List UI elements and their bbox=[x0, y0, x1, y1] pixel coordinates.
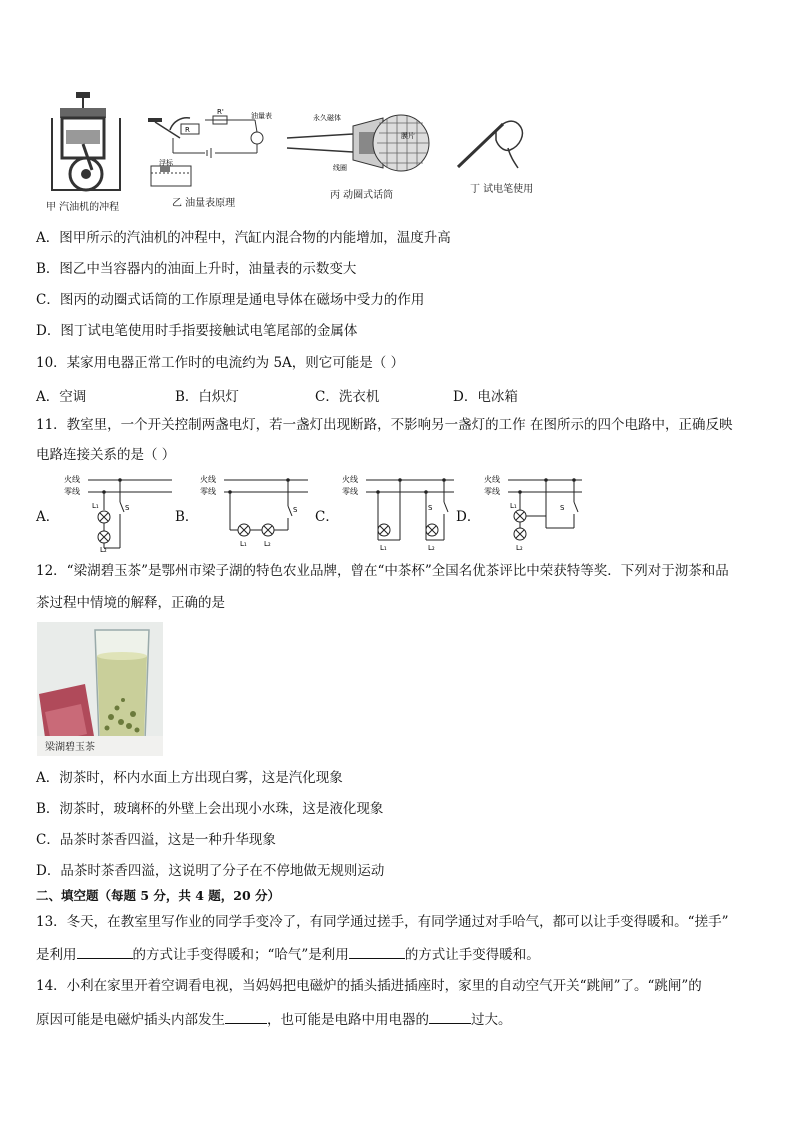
q13-text-b: 的方式让手变得暖和；“哈气”是利用 bbox=[132, 947, 349, 963]
figure-ding-caption: 丁 试电笔使用 bbox=[470, 184, 534, 195]
figure-jia-caption: 甲 汽油机的冲程 bbox=[46, 202, 120, 213]
figure-yi-caption: 乙 油量表原理 bbox=[172, 198, 236, 209]
q13-text-a: 是利用 bbox=[36, 947, 77, 963]
q11-option-d-letter: D． bbox=[456, 509, 481, 525]
q12-stem-line1: 12．“梁湖碧玉茶”是鄂州市梁子湖的特色农业品牌，曾在“中茶杯”全国名优茶评比中荣获特等奖．下列对于沏茶和品 bbox=[36, 563, 729, 579]
q10-stem: 10．某家用电器正常工作时的电流约为 5A，则它可能是（ ） bbox=[36, 355, 405, 371]
circuit-b-lamp2-label: L₂ bbox=[264, 540, 271, 548]
q9-option-c: C．图丙的动圈式话筒的工作原理是通电导体在磁场中受力的作用 bbox=[36, 292, 425, 308]
q12-option-c: C．品茶时茶香四溢，这是一种升华现象 bbox=[36, 832, 276, 848]
q11-stem-line1: 11．教室里，一个开关控制两盏电灯，若一盏灯出现断路，不影响另一盏灯的工作 在图所示的四个电路中，正确反映 bbox=[36, 417, 733, 433]
circuit-a-neutral-label: 零线 bbox=[64, 487, 80, 496]
q10-option-b: B．白炽灯 bbox=[175, 389, 239, 405]
q12-photo-caption: 梁湖碧玉茶 bbox=[45, 742, 95, 753]
circuit-d-switch-label: S bbox=[560, 504, 565, 512]
circuit-b-live-label: 火线 bbox=[200, 475, 216, 484]
circuit-a-lamp2-label: L₂ bbox=[100, 546, 107, 552]
q14-text-c: 过大。 bbox=[471, 1012, 512, 1028]
circuit-d-neutral-label: 零线 bbox=[484, 487, 500, 496]
q10-option-d: D．电冰箱 bbox=[453, 389, 518, 405]
q11-circuit-b bbox=[196, 472, 311, 552]
q14-line1: 14．小利在家里开着空调看电视，当妈妈把电磁炉的插头插进插座时，家里的自动空气开关“跳闸”了。“跳闸”的 bbox=[36, 978, 702, 994]
figure-ding-test-pen bbox=[448, 112, 528, 177]
circuit-b-switch-label: S bbox=[293, 506, 298, 514]
figure-yi-float-label: 浮标 bbox=[159, 159, 173, 167]
q14-line2 bbox=[36, 1010, 512, 1029]
figure-yi-meter-label: 油量表 bbox=[251, 112, 272, 120]
q11-circuit-a bbox=[60, 472, 175, 552]
q11-option-a-letter: A． bbox=[36, 509, 60, 525]
circuit-b-lamp1-label: L₁ bbox=[240, 540, 247, 548]
q9-option-d: D．图丁试电笔使用时手指要接触试电笔尾部的金属体 bbox=[36, 323, 358, 339]
q14-text-b: ，也可能是电路中用电器的 bbox=[267, 1012, 429, 1028]
circuit-d-lamp1-label: L₁ bbox=[510, 502, 517, 510]
figure-bing-caption: 丙 动圈式话筒 bbox=[330, 190, 394, 201]
figure-yi-r-label: R bbox=[185, 126, 190, 134]
circuit-b-neutral-label: 零线 bbox=[200, 487, 216, 496]
section-2-heading: 二、填空题（每题 5 分，共 4 题，20 分） bbox=[36, 888, 281, 903]
q14-blank-1[interactable] bbox=[225, 1010, 267, 1024]
q11-stem-line2: 电路连接关系的是（ ） bbox=[36, 447, 176, 463]
circuit-a-switch-label: S bbox=[125, 504, 130, 512]
circuit-c-switch-label: S bbox=[428, 504, 433, 512]
q14-text-a: 原因可能是电磁炉插头内部发生 bbox=[36, 1012, 225, 1028]
q13-blank-1[interactable] bbox=[77, 945, 133, 959]
circuit-c-lamp2-label: L₂ bbox=[428, 544, 435, 552]
q11-option-b-letter: B． bbox=[175, 509, 199, 525]
circuit-a-live-label: 火线 bbox=[64, 475, 80, 484]
circuit-c-neutral-label: 零线 bbox=[342, 487, 358, 496]
circuit-c-live-label: 火线 bbox=[342, 475, 358, 484]
figure-bing-microphone bbox=[283, 108, 433, 183]
q13-line2 bbox=[36, 945, 540, 964]
q13-text-c: 的方式让手变得暖和。 bbox=[404, 947, 540, 963]
q13-blank-2[interactable] bbox=[349, 945, 405, 959]
q10-option-c: C．洗衣机 bbox=[315, 389, 380, 405]
q11-circuit-d bbox=[480, 472, 585, 552]
circuit-c-lamp1-label: L₁ bbox=[380, 544, 387, 552]
q14-blank-2[interactable] bbox=[429, 1010, 471, 1024]
figure-yi-r0-label: R' bbox=[217, 108, 224, 116]
figure-bing-coil-label: 线圈 bbox=[333, 164, 347, 172]
figure-yi-oil-gauge bbox=[145, 108, 275, 193]
circuit-d-live-label: 火线 bbox=[484, 475, 500, 484]
q12-stem-line2: 茶过程中情境的解释，正确的是 bbox=[36, 595, 225, 611]
circuit-a-lamp1-label: L₁ bbox=[92, 502, 99, 510]
q9-option-b: B．图乙中当容器内的油面上升时，油量表的示数变大 bbox=[36, 261, 357, 277]
q12-option-b: B．沏茶时，玻璃杯的外壁上会出现小水珠，这是液化现象 bbox=[36, 801, 384, 817]
q11-option-c-letter: C． bbox=[315, 509, 339, 525]
figure-jia-engine bbox=[40, 90, 140, 205]
q10-option-a: A．空调 bbox=[36, 389, 87, 405]
q13-line1: 13．冬天，在教室里写作业的同学手变冷了，有同学通过搓手，有同学通过对手哈气，都可以让手变得暖和。“搓手” bbox=[36, 914, 729, 930]
q11-circuit-c bbox=[338, 472, 458, 552]
figure-bing-magnet-label: 永久磁体 bbox=[313, 114, 341, 122]
q12-tea-photo bbox=[37, 622, 163, 756]
q9-option-a: A．图甲所示的汽油机的冲程中，汽缸内混合物的内能增加，温度升高 bbox=[36, 230, 451, 246]
q12-option-a: A．沏茶时，杯内水面上方出现白雾，这是汽化现象 bbox=[36, 770, 343, 786]
circuit-d-lamp2-label: L₂ bbox=[516, 544, 523, 552]
figure-bing-membrane-label: 膜片 bbox=[401, 132, 415, 140]
q12-option-d: D．品茶时茶香四溢，这说明了分子在不停地做无规则运动 bbox=[36, 863, 385, 879]
